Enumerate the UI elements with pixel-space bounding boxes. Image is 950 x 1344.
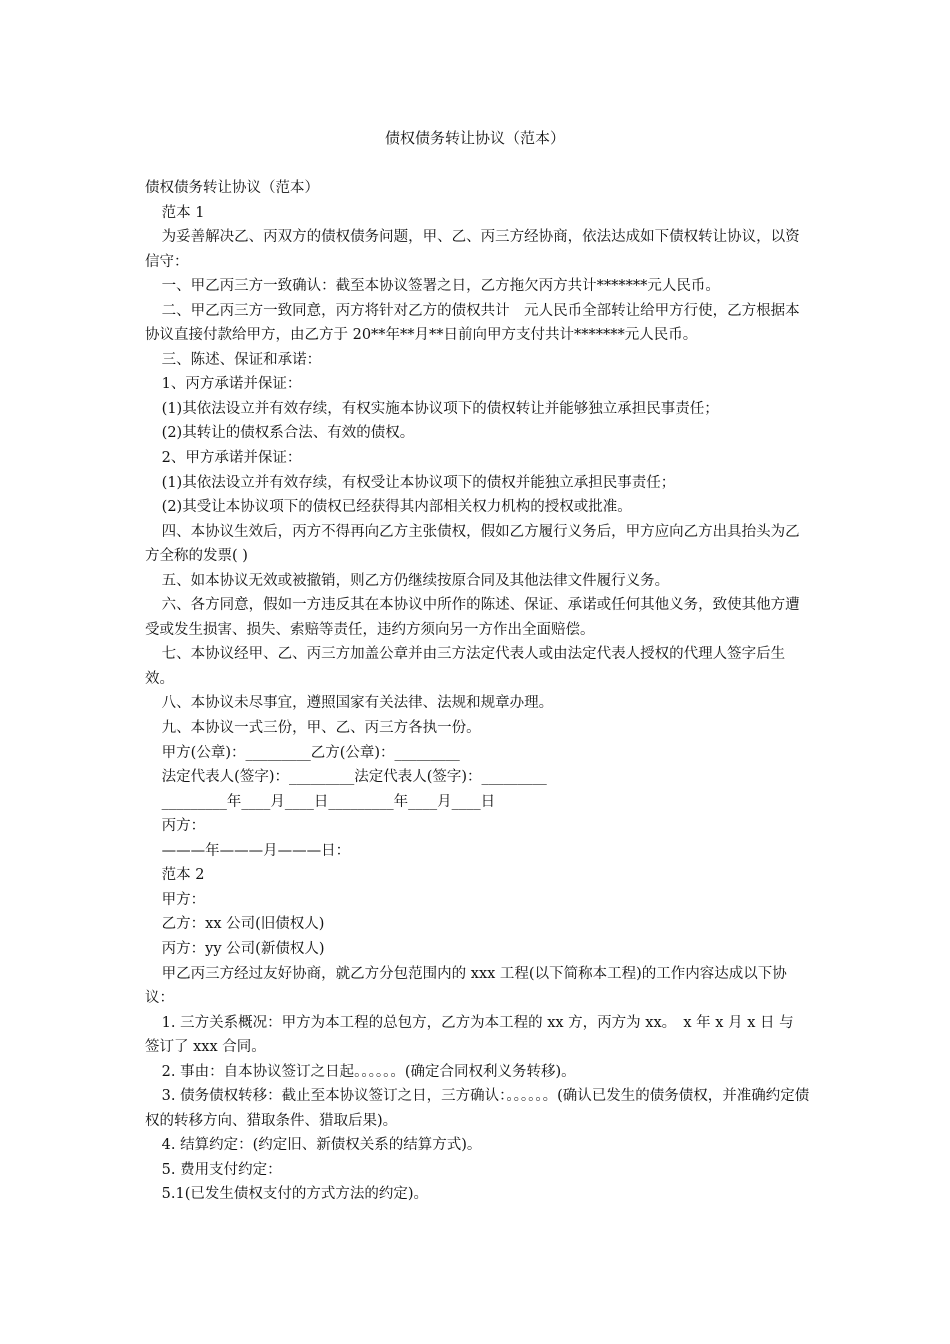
paragraph: 五、如本协议无效或被撤销，则乙方仍继续按原合同及其他法律文件履行义务。	[161, 572, 670, 589]
document-body	[145, 176, 810, 1207]
paragraph: _________年____月____日_________年____月____日	[161, 793, 496, 810]
paragraph: 2. 事由：自本协议签订之日起。。。。。。(确定合同权利义务转移)。	[161, 1063, 576, 1080]
paragraph: 乙方：xx 公司(旧债权人)	[161, 916, 325, 933]
paragraph: 2、甲方承诺并保证：	[161, 450, 302, 467]
paragraph: 1. 三方关系概况：甲方为本工程的总包方，乙方为本工程的 xx 方，丙方为 xx。 x 年 x 月 x 日 与 签订了 xxx 合同。	[145, 1014, 799, 1056]
paragraph: 四、本协议生效后，丙方不得再向乙方主张债权，假如乙方履行义务后，甲方应向乙方出具抬头为乙方全称的发票( )	[145, 523, 800, 565]
paragraph: 5.1(已发生债权支付的方式方法的约定)。	[161, 1186, 429, 1203]
paragraph: 六、各方同意，假如一方违反其在本协议中所作的陈述、保证、承诺或任何其他义务，致使其他方遭受或发生损害、损失、索赔等责任，违约方须向另一方作出全面赔偿。	[145, 597, 800, 638]
paragraph: 债权债务转让协议（范本）	[145, 180, 319, 196]
paragraph: 九、本协议一式三份，甲、乙、丙三方各执一份。	[161, 720, 481, 737]
paragraph: 三、陈述、保证和承诺：	[161, 351, 322, 368]
paragraph: 丙方：	[161, 818, 206, 835]
paragraph: 3. 债务债权转移：截止至本协议签订之日，三方确认：。。。。。。(确认已发生的债务债权，并准确约定债权的转移方向、猎取条件、猎取后果)。	[145, 1088, 810, 1129]
paragraph: 二、甲乙丙三方一致同意，丙方将针对乙方的债权共计 元人民币全部转让给甲方行使，乙方根据本协议直接付款给甲方，由乙方于 20**年**月**日前向甲方支付共计*******元人民币。	[145, 302, 800, 344]
paragraph: 1、丙方承诺并保证：	[161, 376, 302, 393]
paragraph: 一、甲乙丙三方一致确认：截至本协议签署之日，乙方拖欠丙方共计*******元人民币。	[161, 278, 720, 295]
paragraph: 甲方(公章)：_________乙方(公章)：_________	[161, 744, 460, 761]
paragraph: 4. 结算约定：(约定旧、新债权关系的结算方式)。	[161, 1137, 482, 1154]
paragraph: 范本 2	[161, 867, 205, 884]
paragraph: 范本 1	[161, 204, 205, 221]
paragraph: 八、本协议未尽事宜，遵照国家有关法律、法规和规章办理。	[161, 695, 554, 712]
paragraph: (2)其受让本协议项下的债权已经获得其内部相关权力机构的授权或批准。	[161, 499, 632, 516]
paragraph: 甲方：	[161, 891, 206, 908]
paragraph: 甲乙丙三方经过友好协商，就乙方分包范围内的 xxx 工程(以下简称本工程)的工作内容达成以下协议：	[145, 965, 787, 1007]
document-title: 债权债务转让协议（范本）	[384, 129, 565, 147]
paragraph: (1)其依法设立并有效存续，有权受让本协议项下的债权并能独立承担民事责任；	[161, 474, 676, 491]
paragraph: 为妥善解决乙、丙双方的债权债务问题，甲、乙、丙三方经协商，依法达成如下债权转让协议，以资信守：	[145, 229, 800, 270]
paragraph: 丙方：yy 公司(新债权人)	[161, 940, 325, 957]
paragraph: (2)其转让的债权系合法、有效的债权。	[161, 425, 415, 442]
paragraph: 法定代表人(签字)：_________法定代表人(签字)：_________	[161, 769, 547, 786]
paragraph: 七、本协议经甲、乙、丙三方加盖公章并由三方法定代表人或由法定代表人授权的代理人签字后生效。	[145, 646, 786, 687]
paragraph: ———年———月———日：	[161, 842, 351, 859]
paragraph: 5. 费用支付约定：	[161, 1161, 282, 1178]
paragraph: (1)其依法设立并有效存续，有权实施本协议项下的债权转让并能够独立承担民事责任；	[161, 400, 719, 417]
